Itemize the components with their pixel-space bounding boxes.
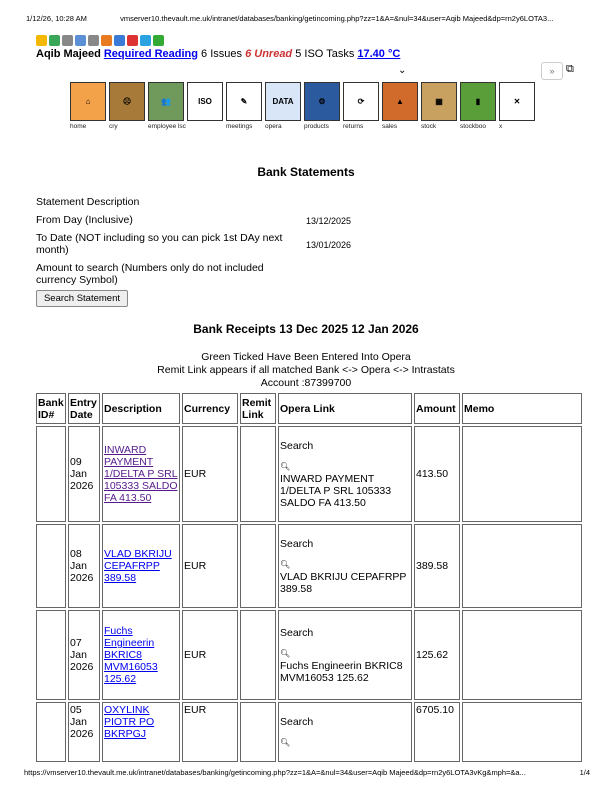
entry-day: 09 xyxy=(70,456,82,468)
remit-link-cell xyxy=(240,702,276,762)
search-label[interactable]: Search xyxy=(280,715,314,728)
products-icon[interactable]: ⚙ xyxy=(304,82,340,121)
search-icon[interactable]: 🔍︎ xyxy=(280,559,291,569)
to-date-label: To Date (NOT including so you can pick 1st DAy next month) xyxy=(36,232,283,256)
description-cell xyxy=(102,426,180,522)
nav-label[interactable]: x xyxy=(499,123,503,130)
external-link-icon[interactable]: ⧉ xyxy=(566,63,574,75)
temperature-link[interactable]: 17.40 °C xyxy=(357,48,401,60)
entry-date-cell xyxy=(68,524,100,608)
user-status-line xyxy=(36,48,400,60)
top-icon-row xyxy=(36,32,166,46)
receipts-notes xyxy=(0,351,612,390)
required-reading-link[interactable]: Required Reading xyxy=(103,48,198,60)
chevron-down-icon[interactable]: ⌄ xyxy=(398,65,407,76)
description-cell xyxy=(102,524,180,608)
nav-label[interactable]: cry xyxy=(109,123,118,130)
stock-icon[interactable]: ▦ xyxy=(421,82,457,121)
nav-label[interactable]: products xyxy=(304,123,329,130)
entry-date-cell xyxy=(68,426,100,522)
col-amount: Amount xyxy=(414,393,460,424)
nav-label[interactable]: employee lsc xyxy=(148,123,186,130)
help-icon[interactable] xyxy=(101,35,112,46)
col-opera-link: Opera Link xyxy=(278,393,412,424)
gear-icon[interactable] xyxy=(62,35,73,46)
close-icon[interactable]: ✕ xyxy=(499,82,535,121)
table-row xyxy=(36,524,582,608)
entry-month: Jan xyxy=(70,468,87,480)
chat-icon[interactable] xyxy=(140,35,151,46)
entry-year: 2026 xyxy=(70,572,94,584)
col-description: Description xyxy=(102,393,180,424)
unread-count: 6 Unread xyxy=(245,48,293,60)
amount-cell: 389.58 xyxy=(414,524,460,608)
grid-icon[interactable] xyxy=(75,35,86,46)
description-cell xyxy=(102,702,180,762)
entry-year: 2026 xyxy=(70,661,94,673)
from-day-label: From Day (Inclusive) xyxy=(36,214,133,226)
employees-icon[interactable]: 👥 xyxy=(148,82,184,121)
opera-match-text: VLAD BKRIJU CEPAFRPP 389.58 xyxy=(280,570,407,595)
receipts-table xyxy=(34,391,584,764)
print-time: 1/12/26, 10:28 AM xyxy=(26,14,87,23)
bank-id-cell xyxy=(36,524,66,608)
opera-link-cell xyxy=(278,702,412,762)
search-icon[interactable]: 🔍︎ xyxy=(280,648,291,658)
page-number: 1/4 xyxy=(579,768,590,777)
memo-cell[interactable] xyxy=(462,610,582,700)
entry-day: 07 xyxy=(70,637,82,649)
search-label[interactable]: Search xyxy=(280,537,314,550)
stockbook-icon[interactable]: ▮ xyxy=(460,82,496,121)
amount-cell: 125.62 xyxy=(414,610,460,700)
sales-icon[interactable]: ▲ xyxy=(382,82,418,121)
star-icon[interactable] xyxy=(36,35,47,46)
opera-link-cell xyxy=(278,610,412,700)
bank-statements-title: Bank Statements xyxy=(257,165,355,179)
opera-match-text: Fuchs Engineerin BKRIC8 MVM16053 125.62 xyxy=(280,659,403,684)
note-remit-link: Remit Link appears if all matched Bank <-> Opera <-> Intrastats xyxy=(157,364,455,376)
search-label[interactable]: Search xyxy=(280,626,314,639)
entry-month: Jan xyxy=(70,560,87,572)
currency-cell: EUR xyxy=(182,610,238,700)
search-statement-button[interactable]: Search Statement xyxy=(36,290,128,307)
description-link[interactable]: OXYLINK PIOTR PO BKRPGJ xyxy=(104,704,155,740)
col-memo: Memo xyxy=(462,393,582,424)
memo-cell[interactable] xyxy=(462,524,582,608)
bank-id-cell xyxy=(36,610,66,700)
home-icon[interactable]: ⌂ xyxy=(70,82,106,121)
print-url: vmserver10.thevault.me.uk/intranet/databases/banking/getincoming.php?zz=1&A=&nul=34&user=Aqib Majeed&dp=rn2y6LOTA3... xyxy=(120,14,554,23)
remit-link-cell xyxy=(240,524,276,608)
note-green-ticked: Green Ticked Have Been Entered Into Opera xyxy=(201,351,411,363)
col-entry-date: Entry Date xyxy=(68,393,100,424)
cry-icon[interactable]: ☹ xyxy=(109,82,145,121)
table-row xyxy=(36,702,582,762)
opera-link-cell xyxy=(278,426,412,522)
to-date-input[interactable]: 13/01/2026 xyxy=(306,240,352,250)
nav-label[interactable]: returns xyxy=(343,123,364,130)
currency-cell: EUR xyxy=(182,426,238,522)
entry-year: 2026 xyxy=(70,728,94,740)
entry-month: Jan xyxy=(70,649,87,661)
table-row xyxy=(36,610,582,700)
bank-id-cell xyxy=(36,426,66,522)
statement-description-label: Statement Description xyxy=(36,196,140,208)
nav-label[interactable]: stockboo xyxy=(460,123,487,130)
amount-search-label: Amount to search (Numbers only do not included currency Symbol) xyxy=(36,262,264,286)
globe-icon[interactable] xyxy=(114,35,125,46)
nav-label[interactable]: meetings xyxy=(226,123,253,130)
entry-date-cell xyxy=(68,702,100,762)
table-row xyxy=(36,426,582,522)
description-link[interactable]: Fuchs Engineerin BKRIC8 MVM16053 125.62 xyxy=(104,625,158,685)
entry-day: 05 xyxy=(70,704,82,716)
lock-icon[interactable] xyxy=(153,35,164,46)
iso-tasks: 5 ISO Tasks xyxy=(295,48,355,60)
description-cell xyxy=(102,610,180,700)
user-name: Aqib Majeed xyxy=(36,48,101,60)
nav-label[interactable]: sales xyxy=(382,123,398,130)
meetings-icon[interactable]: ✎ xyxy=(226,82,262,121)
entry-day: 08 xyxy=(70,548,82,560)
entry-date-cell xyxy=(68,610,100,700)
description-link[interactable]: INWARD PAYMENT 1/DELTA P SRL 105333 SALDO FA 413.50 xyxy=(104,444,178,504)
nav-label[interactable]: opera xyxy=(265,123,282,130)
search-icon[interactable]: 🔍︎ xyxy=(280,737,291,747)
opera-link-cell xyxy=(278,524,412,608)
menu-icon[interactable] xyxy=(88,35,99,46)
opera-match-text: INWARD PAYMENT 1/DELTA P SRL 105333 SALDO FA 413.50 xyxy=(280,472,392,509)
iso-icon[interactable]: ISO xyxy=(187,82,223,121)
print-header xyxy=(26,14,592,23)
search-icon[interactable]: 🔍︎ xyxy=(280,461,291,471)
print-footer-url: https://vmserver10.thevault.me.uk/intranet/databases/banking/getincoming.php?zz=1&A=&nul=34&user=Aqib Majeed&dp=rn2y6LOTA3vKg&mph=&a... xyxy=(24,768,526,777)
memo-cell[interactable] xyxy=(462,426,582,522)
col-currency: Currency xyxy=(182,393,238,424)
entry-month: Jan xyxy=(70,716,87,728)
from-day-input[interactable]: 13/12/2025 xyxy=(306,216,352,226)
col-remit-link: Remit Link xyxy=(240,393,276,424)
pin-icon[interactable] xyxy=(49,35,60,46)
nav-label[interactable]: stock xyxy=(421,123,437,130)
opera-data-icon[interactable]: DATA xyxy=(265,82,301,121)
description-link[interactable]: VLAD BKRIJU CEPAFRPP 389.58 xyxy=(104,548,172,584)
table-header-row xyxy=(36,393,582,424)
print-footer xyxy=(24,768,590,777)
memo-cell[interactable] xyxy=(462,702,582,762)
bank-id-cell xyxy=(36,702,66,762)
entry-year: 2026 xyxy=(70,480,94,492)
scroll-right-button[interactable]: » xyxy=(541,62,563,80)
returns-icon[interactable]: ⟳ xyxy=(343,82,379,121)
remit-link-cell xyxy=(240,426,276,522)
amount-cell: 413.50 xyxy=(414,426,460,522)
currency-cell: EUR xyxy=(182,702,238,762)
search-label[interactable]: Search xyxy=(280,439,314,452)
currency-cell: EUR xyxy=(182,524,238,608)
col-bank-id: Bank ID# xyxy=(36,393,66,424)
account-number: Account :87399700 xyxy=(260,377,352,389)
nav-label[interactable]: home xyxy=(70,123,87,130)
amount-cell: 6705.10 xyxy=(414,702,460,762)
remit-link-cell xyxy=(240,610,276,700)
search-icon[interactable] xyxy=(127,35,138,46)
issues-count: 6 Issues xyxy=(201,48,243,60)
bank-receipts-title: Bank Receipts 13 Dec 2025 12 Jan 2026 xyxy=(193,322,419,336)
